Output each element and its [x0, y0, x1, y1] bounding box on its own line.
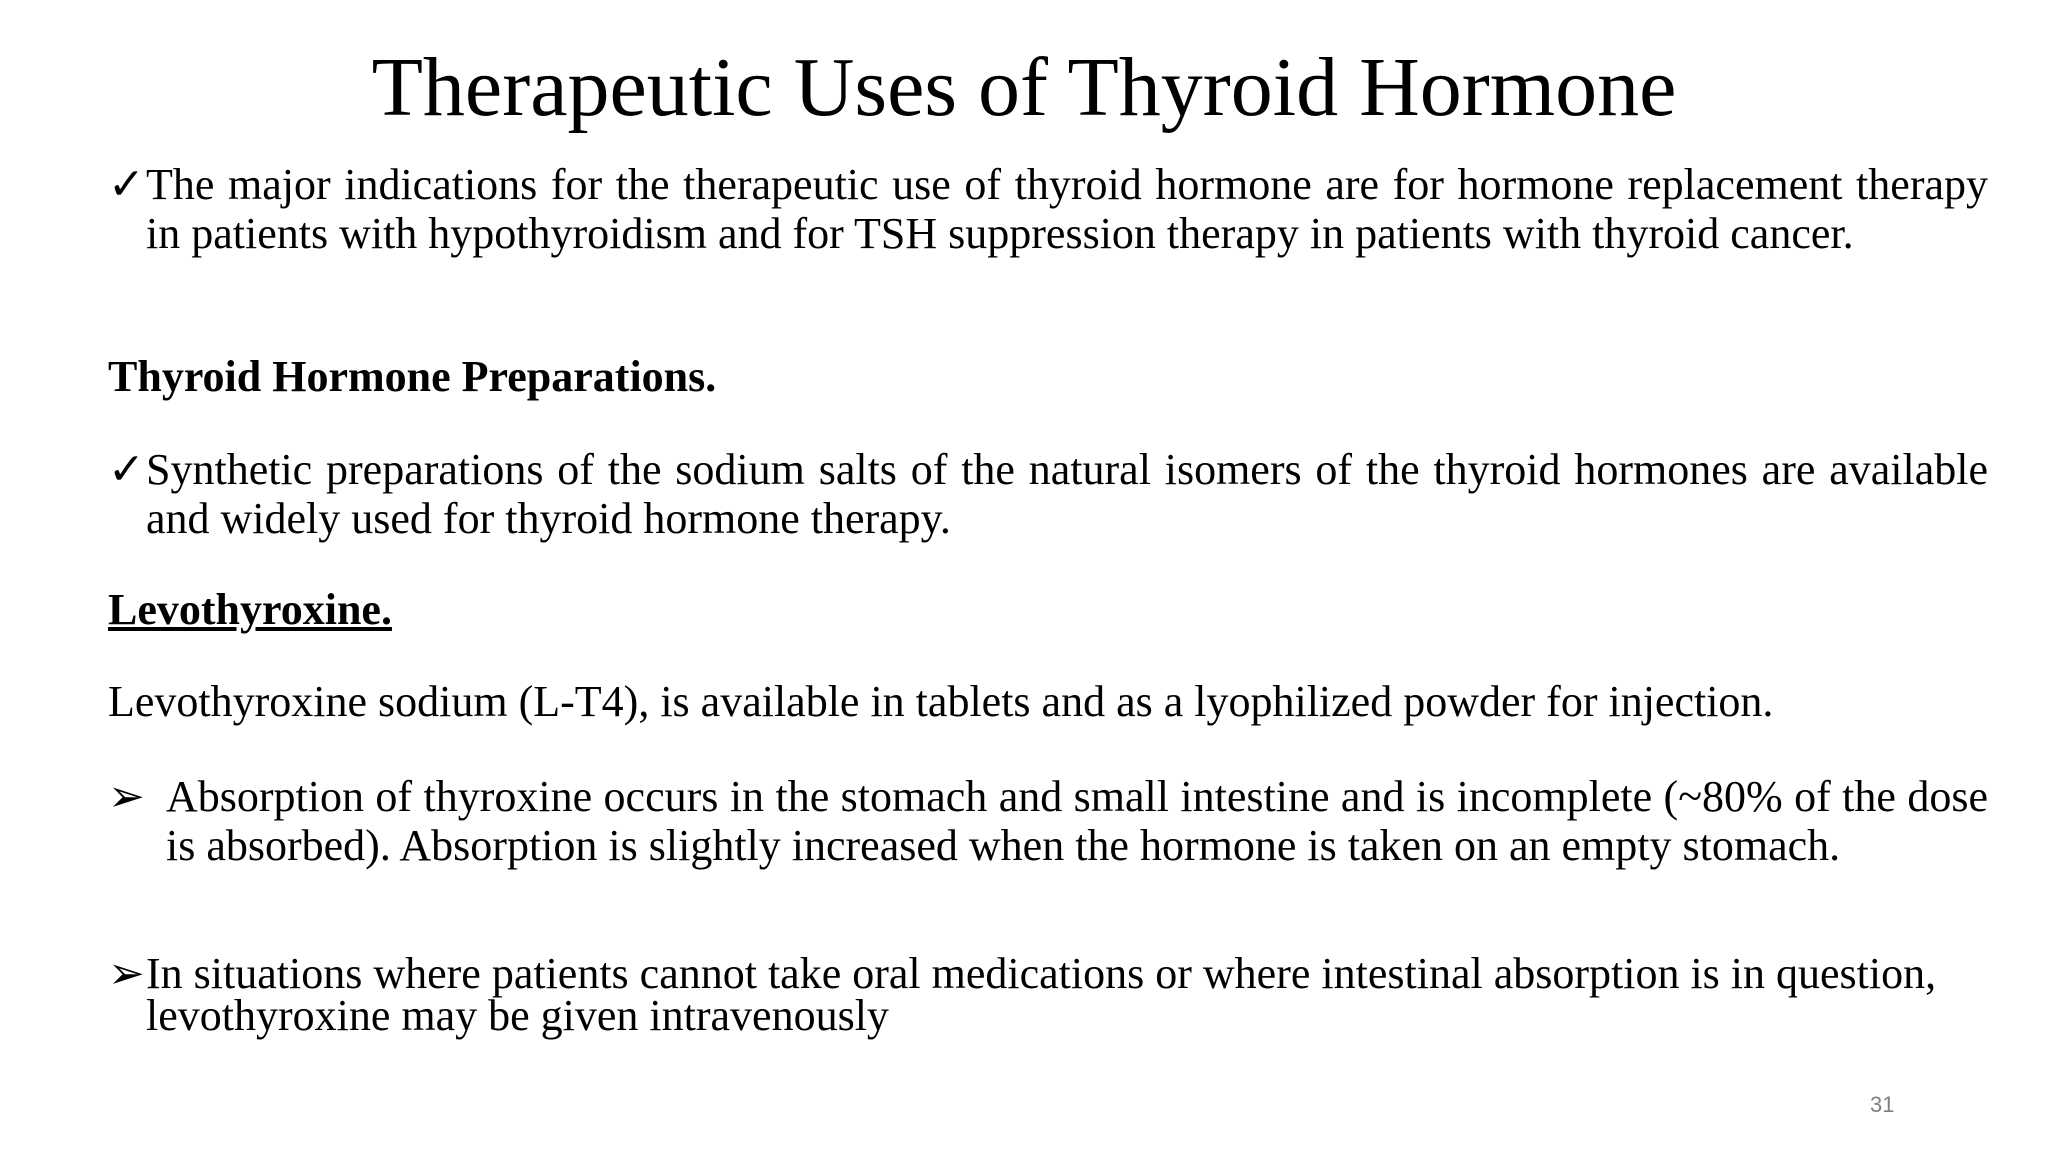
checkmark-icon: ✓ — [108, 160, 145, 209]
bullet-intravenous — [108, 949, 1988, 1040]
arrow-bullet-icon: ➢ — [108, 772, 145, 821]
bullet-indications — [108, 160, 1988, 258]
bullet-synthetic-text: Synthetic preparations of the sodium salts of the natural isomers of the thyroid hormones are available and widely used for thyroid hormone therapy. — [146, 445, 1988, 543]
page-number: 31 — [1870, 1092, 1895, 1117]
bullet-intravenous-text: In situations where patients cannot take oral medications or where intestinal absorption is in question, levothyroxine may be given intravenously — [146, 949, 1937, 1040]
bullet-absorption — [108, 772, 1988, 870]
arrow-bullet-icon: ➢ — [108, 949, 145, 998]
heading-levothyroxine: Levothyroxine. — [108, 585, 392, 634]
slide-title: Therapeutic Uses of Thyroid Hormone — [371, 41, 1677, 134]
bullet-indications-text: The major indications for the therapeutic use of thyroid hormone are for hormone replacement therapy in patients with hypothyroidism and for TSH suppression therapy in patients with thyroid cancer. — [146, 160, 1988, 258]
heading-preparations: Thyroid Hormone Preparations. — [108, 352, 717, 401]
bullet-synthetic — [108, 445, 1988, 543]
levothyroxine-text: Levothyroxine sodium (L-T4), is available in tablets and as a lyophilized powder for injection. — [108, 677, 1774, 726]
bullet-absorption-text: Absorption of thyroxine occurs in the stomach and small intestine and is incomplete (~80% of the dose is absorbed). Absorption is slightly increased when the hormone is taken on an empty stomach. — [166, 772, 1988, 870]
checkmark-icon: ✓ — [108, 445, 145, 494]
